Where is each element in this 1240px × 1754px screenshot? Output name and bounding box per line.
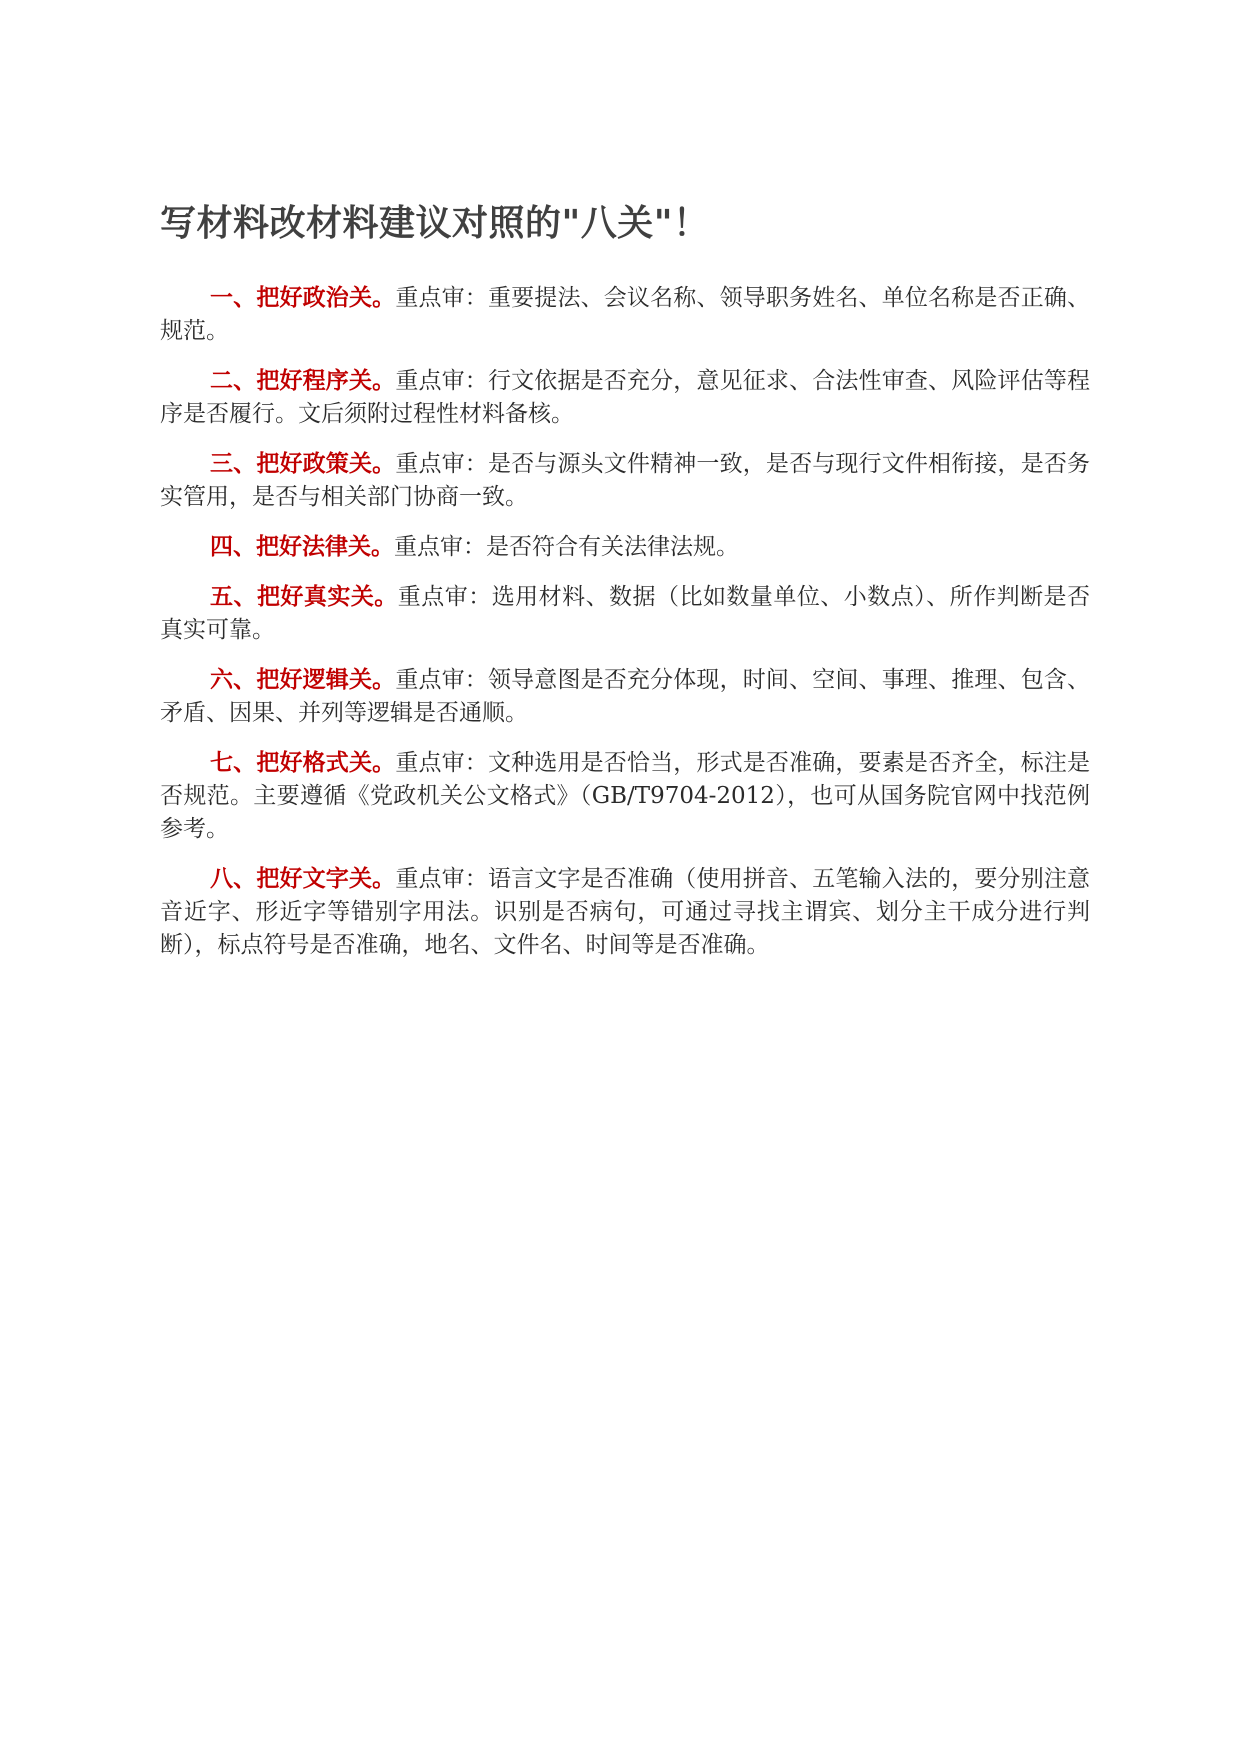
item-body: 重点审：选用材料、数据（比如数量单位、小数点）、所作判断是否真实可靠。: [160, 584, 1091, 643]
document-content: [160, 198, 1090, 979]
item-body: 重点审：行文依据是否充分，意见征求、合法性审查、风险评估等程序是否履行。文后须附过程性材料备核。: [160, 368, 1091, 427]
item-body: 重点审：语言文字是否准确（使用拼音、五笔输入法的，要分别注意音近字、形近字等错别字用法。识别是否病句，可通过寻找主谓宾、划分主干成分进行判断），标点符号是否准确，地名、文件名、时间等是否准确。: [160, 866, 1091, 958]
item-body: 重点审：是否与源头文件精神一致，是否与现行文件相衔接，是否务实管用，是否与相关部门协商一致。: [160, 451, 1091, 510]
item-heading: 四、把好法律关。: [210, 534, 394, 560]
check-item-law: [160, 531, 1090, 564]
item-heading: 七、把好格式关。: [210, 750, 396, 776]
check-item-logic: [160, 664, 1090, 730]
item-heading: 八、把好文字关。: [210, 866, 396, 892]
check-item-truth: [160, 581, 1090, 647]
item-heading: 三、把好政策关。: [210, 451, 396, 477]
check-item-political: [160, 282, 1090, 348]
document-title: 写材料改材料建议对照的"八关"！: [160, 203, 710, 244]
check-item-wording: [160, 863, 1090, 962]
check-item-format: [160, 747, 1090, 846]
item-body: 重点审：是否符合有关法律法规。: [394, 534, 739, 560]
check-item-policy: [160, 448, 1090, 514]
item-heading: 二、把好程序关。: [210, 368, 396, 394]
item-heading: 五、把好真实关。: [210, 584, 398, 610]
item-body: 重点审：文种选用是否恰当，形式是否准确，要素是否齐全，标注是否规范。主要遵循《党政机关公文格式》（GB/T9704-2012），也可从国务院官网中找范例参考。: [160, 750, 1091, 842]
item-body: 重点审：重要提法、会议名称、领导职务姓名、单位名称是否正确、规范。: [160, 285, 1091, 344]
item-body: 重点审：领导意图是否充分体现，时间、空间、事理、推理、包含、矛盾、因果、并列等逻辑是否通顺。: [160, 667, 1091, 726]
item-heading: 一、把好政治关。: [210, 285, 396, 311]
item-heading: 六、把好逻辑关。: [210, 667, 396, 693]
check-item-procedure: [160, 365, 1090, 431]
